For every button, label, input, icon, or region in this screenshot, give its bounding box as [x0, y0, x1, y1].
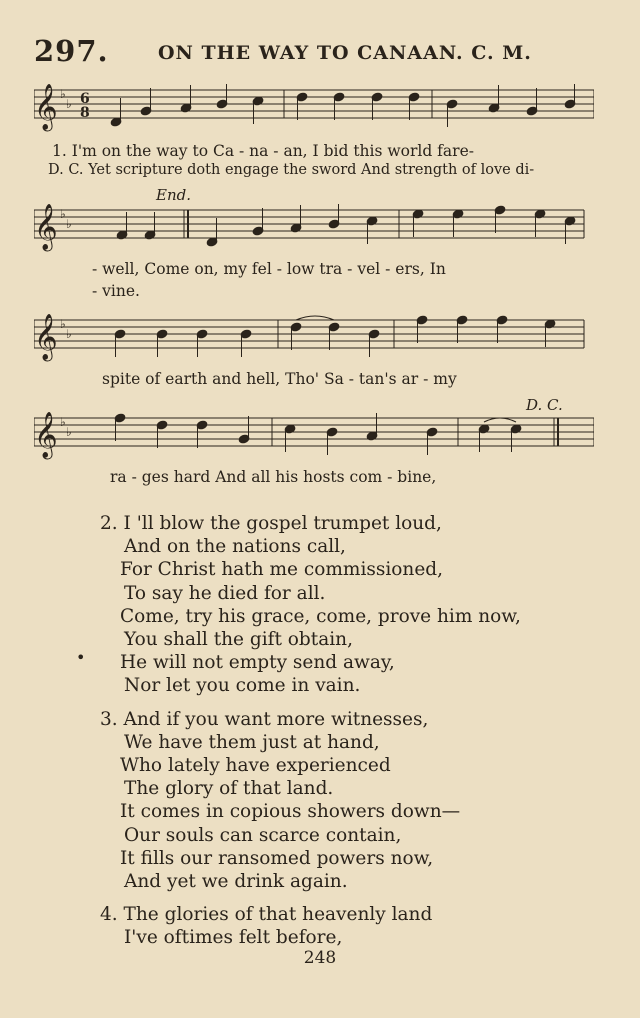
music-staff-3 [34, 314, 594, 370]
stray-bullet-mark: • [76, 648, 86, 667]
flat-sign-icon: ♭ [60, 317, 66, 331]
end-mark: End. [156, 186, 191, 204]
verse-line: Who lately have experienced [120, 755, 391, 777]
verse-line: 4. The glories of that heavenly land [100, 904, 433, 926]
lyric-line-1-dc: D. C. Yet scripture doth engage the sword And strength of love di- [48, 162, 535, 178]
verse-line: It comes in copious showers down— [120, 801, 461, 823]
verse-line: It fills our ransomed powers now, [120, 847, 434, 869]
verse-line: To say he died for all. [124, 582, 326, 604]
verse-line: 3. And if you want more witnesses, [100, 708, 429, 730]
dc-mark: D. C. [526, 396, 563, 414]
treble-clef-icon: 𝄞 [34, 412, 58, 458]
treble-clef-icon: 𝄞 [34, 84, 58, 130]
verse-line: For Christ hath me commissioned, [120, 559, 444, 581]
lyric-line-4: ra - ges hard And all his hosts com - bine, [110, 468, 437, 486]
flat-sign-icon: ♭ [60, 207, 66, 221]
note-group [114, 413, 522, 455]
time-sig-bottom: 8 [80, 105, 90, 121]
verses-block [100, 512, 521, 960]
verse-line: Come, try his grace, come, prove him now, [120, 605, 521, 627]
verse-line: He will not empty send away, [120, 652, 395, 674]
verse-4 [100, 903, 521, 949]
music-staff-4 [34, 412, 594, 470]
time-sig-top: 6 [80, 91, 90, 107]
flat-sign-icon: ♭ [66, 97, 72, 111]
treble-clef-icon: 𝄞 [34, 314, 58, 360]
verse-line: 2. I 'll blow the gospel trumpet loud, [100, 513, 442, 534]
hymn-title: ON THE WAY TO CANAAN. C. M. [158, 42, 532, 64]
verse-3 [100, 708, 521, 894]
verse-line: Our souls can scarce contain, [124, 824, 402, 846]
verse-2 [100, 512, 521, 698]
music-staff-2 [34, 204, 594, 262]
verse-line: The glory of that land. [124, 778, 334, 800]
verse-line: We have them just at hand, [124, 731, 380, 753]
flat-sign-icon: ♭ [60, 87, 66, 101]
flat-sign-icon: ♭ [66, 217, 72, 231]
verse-line: And yet we drink again. [124, 871, 348, 893]
lyric-line-2-dc: - vine. [92, 282, 140, 300]
page-number: 248 [303, 948, 337, 968]
treble-clef-icon: 𝄞 [34, 204, 58, 250]
flat-sign-icon: ♭ [66, 425, 72, 439]
verse-line: Nor let you come in vain. [124, 675, 361, 697]
hymn-number: 297. [34, 34, 109, 68]
flat-sign-icon: ♭ [60, 415, 66, 429]
verse-line: You shall the gift obtain, [124, 629, 353, 651]
music-staff-1 [34, 84, 594, 144]
lyric-line-1-verse: 1. I'm on the way to Ca - na - an, I bid this world fare- [52, 142, 474, 160]
lyric-line-3: spite of earth and hell, Tho' Sa - tan's ar - my [102, 370, 457, 388]
note-group [114, 315, 556, 357]
verse-line: And on the nations call, [124, 536, 346, 558]
flat-sign-icon: ♭ [66, 327, 72, 341]
verse-line: I've oftimes felt before, [124, 927, 343, 949]
lyric-line-2-verse: - well, Come on, my fel - low tra - vel - ers, In [92, 260, 446, 278]
hymn-header [34, 34, 624, 70]
